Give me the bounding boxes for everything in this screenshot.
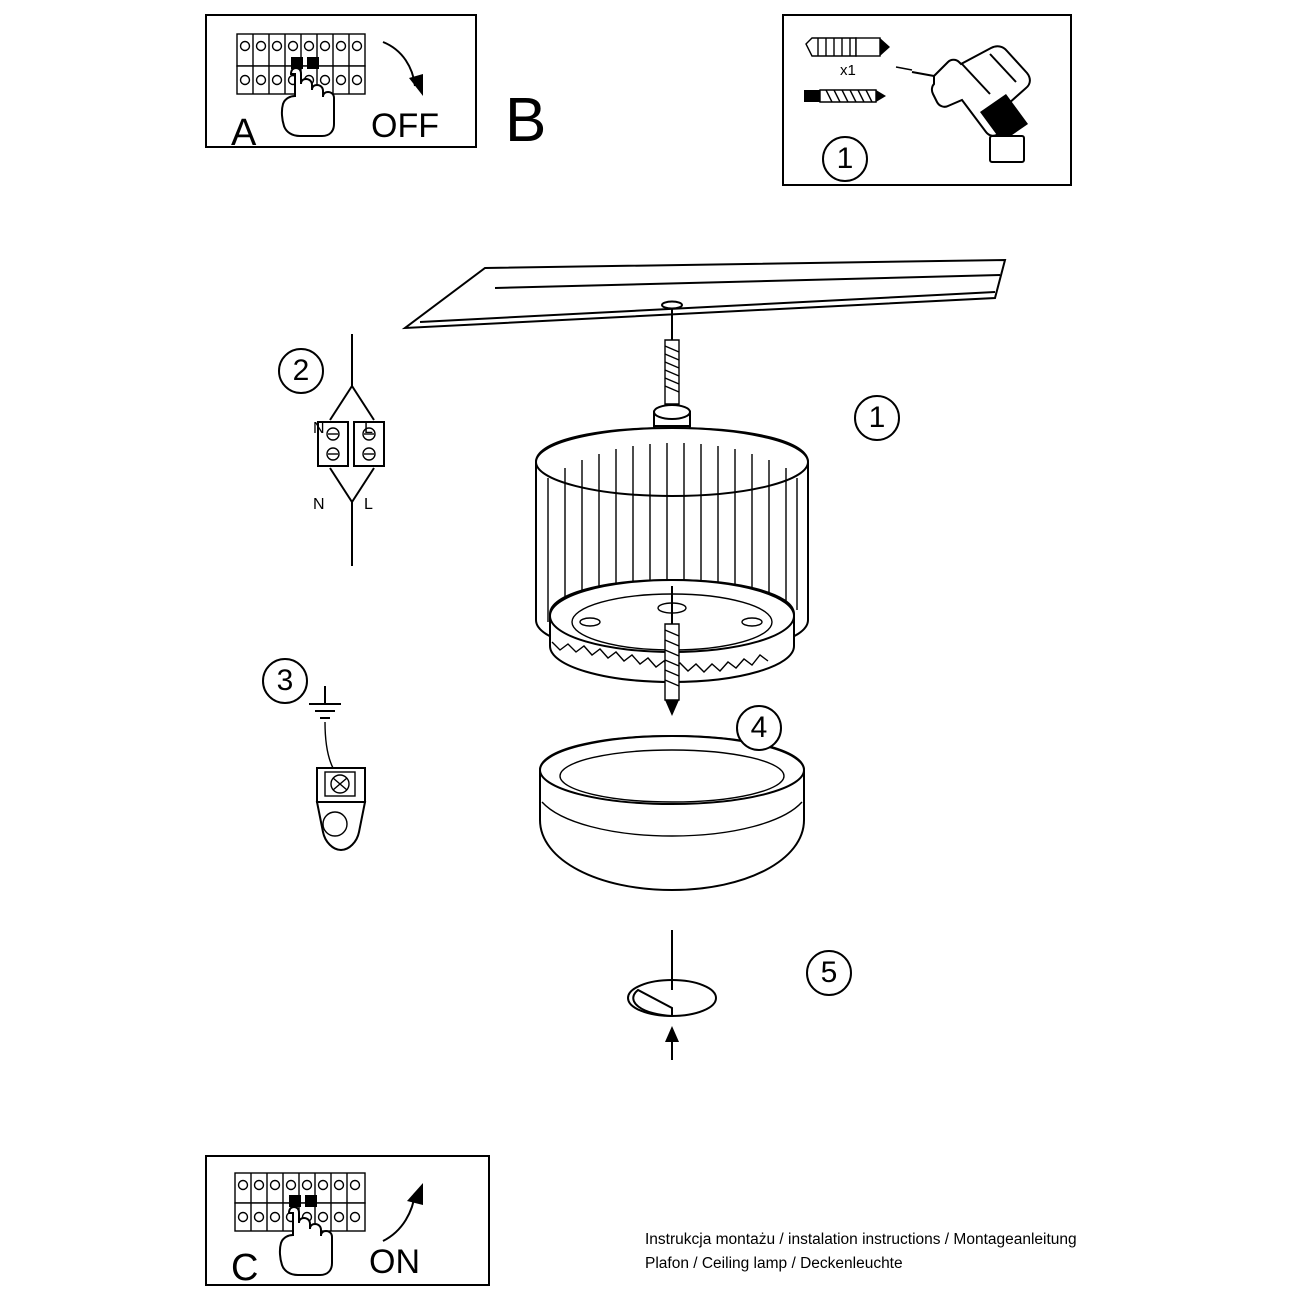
- step-1-bubble: 1: [854, 395, 900, 441]
- curved-arrow-down-icon: [383, 42, 423, 96]
- terminal-label-n-bottom: N: [313, 496, 325, 513]
- step-5-bubble: 5: [806, 950, 852, 996]
- twist-rotate-icon: [628, 930, 716, 1060]
- terminal-label-l-top: L: [364, 420, 373, 437]
- panel-b-letter: B: [505, 86, 547, 155]
- footer-line-2: Plafon / Ceiling lamp / Deckenleuchte: [645, 1255, 903, 1273]
- step-2-bubble: 2: [278, 348, 324, 394]
- footer-line-1: Instrukcja montażu / instalation instructions / Montageanleitung: [645, 1231, 1077, 1248]
- diffuser-cover: [540, 736, 804, 890]
- panel-c-letter: C: [231, 1247, 259, 1289]
- footer-text: [645, 1228, 1115, 1276]
- wall-plug-icon: [806, 38, 890, 56]
- tools-quantity: x1: [840, 62, 856, 79]
- panel-step-a: [205, 14, 477, 154]
- earth-symbol-icon: [309, 686, 341, 718]
- panel-step-c: [205, 1155, 490, 1289]
- terminal-label-n-top: N: [313, 420, 325, 437]
- terminal-label-l-bottom: L: [364, 496, 373, 513]
- panel-a-switch-label: OFF: [371, 107, 439, 145]
- panel-c-switch-label: ON: [369, 1243, 420, 1281]
- tools-step-bubble: 1: [822, 136, 868, 182]
- ceiling-screw: [654, 308, 690, 434]
- panel-tools-and-parts: [782, 14, 1072, 186]
- panel-a-letter: A: [231, 112, 257, 154]
- earth-ground-diagram: [295, 672, 405, 872]
- step-3-bubble: 3: [262, 658, 308, 704]
- ceiling-mounting-plate: [405, 260, 1005, 328]
- curved-arrow-up-icon: [383, 1183, 423, 1241]
- power-drill-icon: [896, 46, 1030, 162]
- step-4-bubble: 4: [736, 705, 782, 751]
- screw-icon: [804, 90, 886, 102]
